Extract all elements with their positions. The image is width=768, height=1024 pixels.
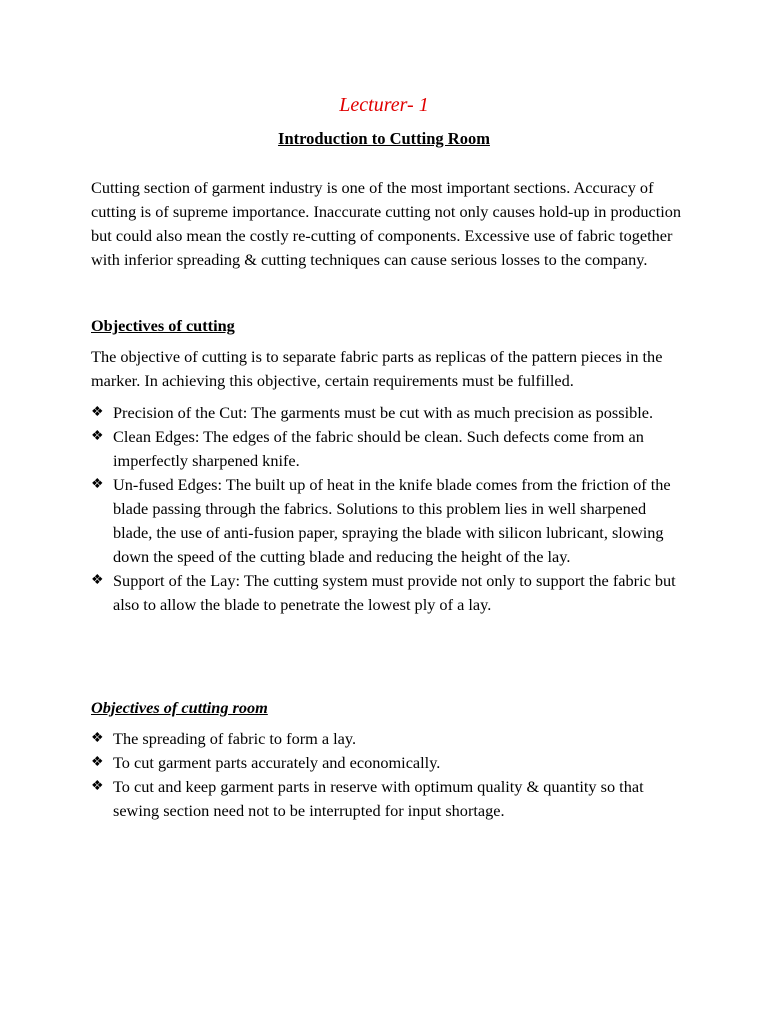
lecture-label: Lecturer- 1	[339, 94, 429, 116]
cutting-objectives-list	[91, 401, 681, 617]
four-diamond-icon: ❖	[91, 731, 104, 746]
list-item-text: Clean Edges: The edges of the fabric should be clean. Such defects come from an imperfectly sharpened knife.	[113, 427, 644, 470]
objectives-of-cutting-room-heading: Objectives of cutting room	[91, 698, 268, 717]
list-item	[91, 727, 681, 751]
list-item	[91, 473, 681, 569]
list-item	[91, 425, 681, 473]
list-item	[91, 751, 681, 775]
cutting-room-objectives-list	[91, 727, 681, 823]
four-diamond-icon: ❖	[91, 573, 104, 588]
four-diamond-icon: ❖	[91, 755, 104, 770]
four-diamond-icon: ❖	[91, 405, 104, 420]
list-item-text: Support of the Lay: The cutting system must provide not only to support the fabric but also to allow the blade to penetrate the lowest ply of a lay.	[113, 571, 676, 614]
list-item	[91, 569, 681, 617]
list-item-text: To cut and keep garment parts in reserve with optimum quality & quantity so that sewing section need not to be interrupted for input shortage.	[113, 777, 644, 820]
list-item	[91, 775, 681, 823]
intro-paragraph: Cutting section of garment industry is one of the most important sections. Accuracy of cutting is of supreme importance. Inaccurate cutting not only causes hold-up in production but could also mean the costly re-cutting of components. Excessive use of fabric together with inferior spreading & cutting techniques can cause serious losses to the company.	[91, 178, 682, 269]
objectives-of-cutting-heading: Objectives of cutting	[91, 316, 235, 335]
list-item-text: Un-fused Edges: The built up of heat in the knife blade comes from the friction of the blade passing through the fabrics. Solutions to this problem lies in well sharpened blade, the use of anti-fusion paper, spraying the blade with silicon lubricant, slowing down the speed of the cutting blade and reducing the height of the lay.	[113, 475, 671, 566]
four-diamond-icon: ❖	[91, 477, 104, 492]
list-item-text: To cut garment parts accurately and economically.	[113, 753, 441, 772]
list-item-text: The spreading of fabric to form a lay.	[113, 729, 357, 748]
list-item	[91, 401, 681, 425]
four-diamond-icon: ❖	[91, 429, 104, 444]
four-diamond-icon: ❖	[91, 779, 104, 794]
list-item-text: Precision of the Cut: The garments must be cut with as much precision as possible.	[113, 403, 654, 422]
objectives-paragraph: The objective of cutting is to separate fabric parts as replicas of the pattern pieces in the marker. In achieving this objective, certain requirements must be fulfilled.	[91, 347, 663, 390]
page-title: Introduction to Cutting Room	[278, 129, 490, 148]
